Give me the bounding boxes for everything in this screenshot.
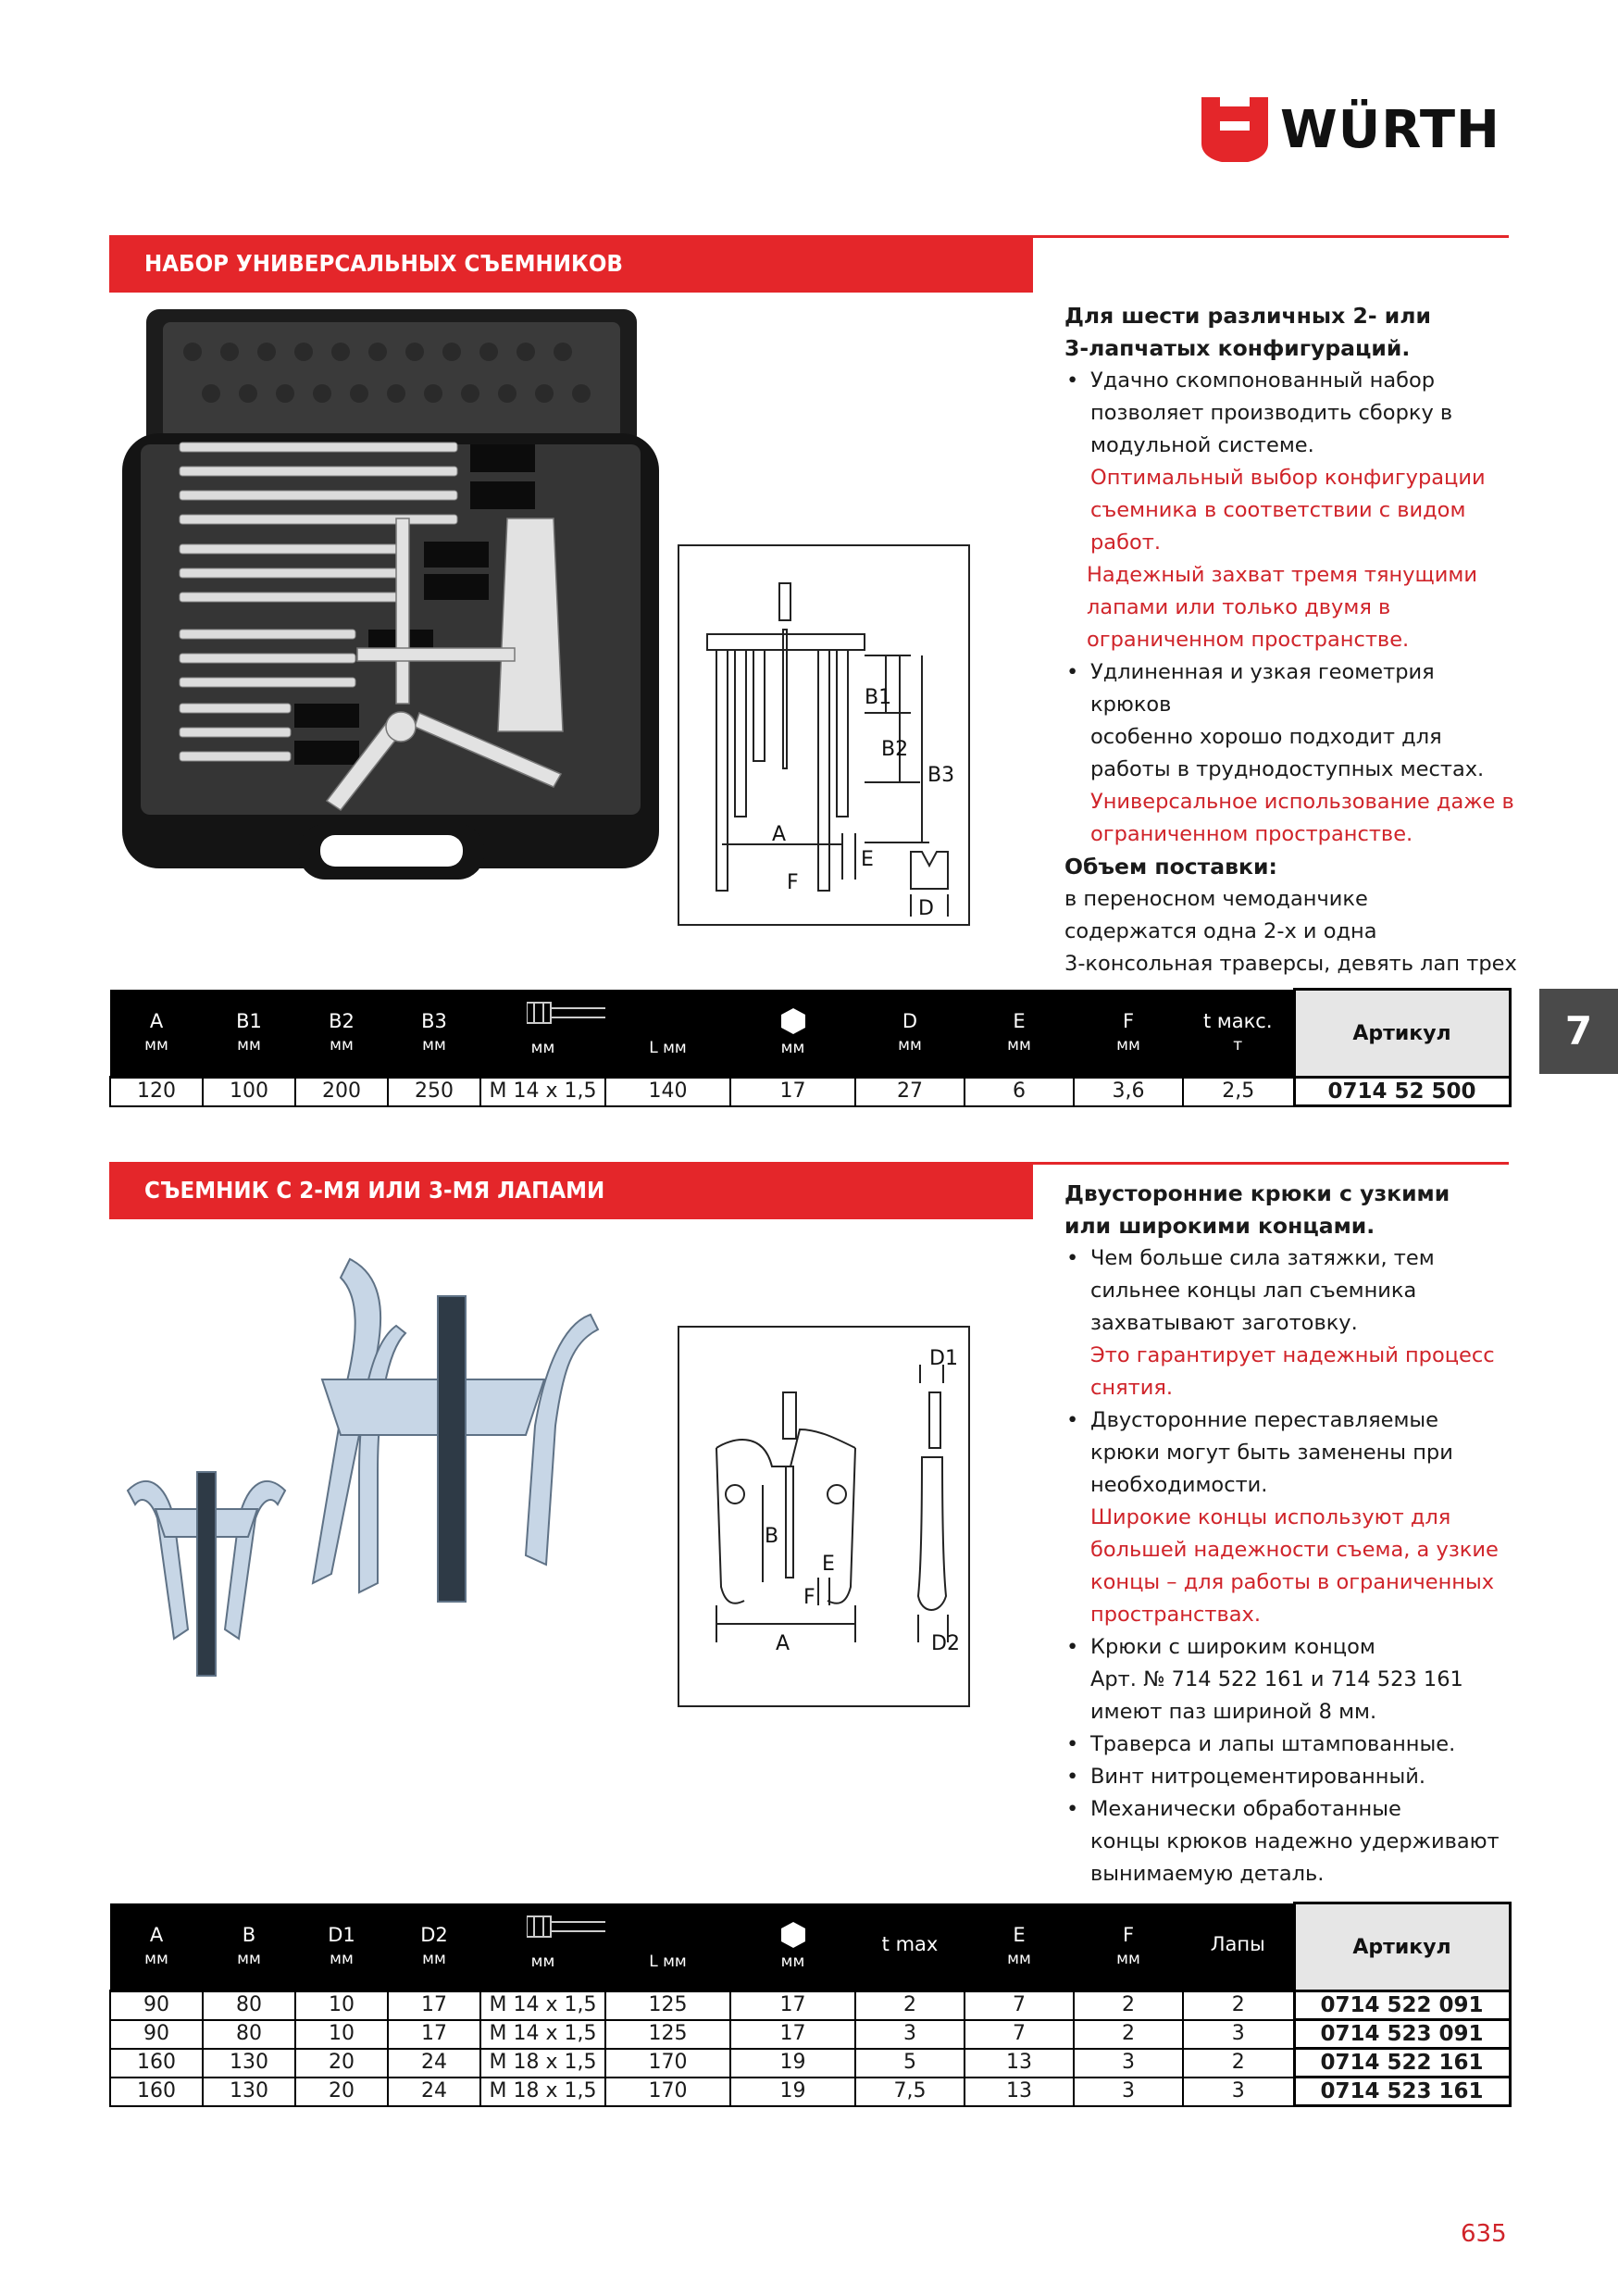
diagram-label-f: F [787, 871, 799, 894]
column-header-label: F [1122, 1924, 1135, 1947]
table-cell: 3 [1074, 2049, 1183, 2078]
wurth-logo [1201, 97, 1512, 164]
section2-description [1064, 1178, 1518, 1890]
column-header-unit: мм [330, 1950, 354, 1969]
column-header [110, 990, 203, 1078]
diagram-label-b2: B2 [881, 738, 909, 761]
table-cell: 80 [203, 1991, 295, 2020]
table-cell: 120 [110, 1078, 203, 1106]
diagram-label-d2: D2 [931, 1632, 960, 1655]
column-header-unit: мм [1116, 1036, 1140, 1055]
table-cell: 170 [605, 2049, 730, 2078]
table-cell: 3 [1074, 2078, 1183, 2106]
column-header [295, 990, 388, 1078]
column-header-label: E [1013, 1924, 1026, 1947]
table-cell: 3 [855, 2020, 965, 2049]
table-cell: 200 [295, 1078, 388, 1106]
column-header-unit: мм [237, 1036, 261, 1055]
table-cell: 10 [295, 2020, 388, 2049]
table-cell: 3,6 [1074, 1078, 1183, 1106]
chapter-tab: 7 [1539, 989, 1618, 1074]
column-header [480, 990, 605, 1078]
table-cell: 90 [110, 1991, 203, 2020]
table-cell: 100 [203, 1078, 295, 1106]
column-header-unit: мм [422, 1036, 446, 1055]
column-header [480, 1903, 605, 1991]
column-header-unit: L мм [649, 1039, 687, 1058]
table-cell: M 14 x 1,5 [480, 1991, 605, 2020]
section2-bullet-machined: • Механически обработанные концы крюков надежно удерживают вынимаемую деталь. [1066, 1797, 1500, 1886]
table-cell: 24 [388, 2078, 480, 2106]
section1-spec-table [109, 988, 1512, 1107]
table-cell: 7,5 [855, 2078, 965, 2106]
column-header-label: D1 [328, 1924, 355, 1947]
table-cell: 2 [855, 1991, 965, 2020]
column-header-unit: мм [422, 1950, 446, 1969]
table-cell: 3 [1183, 2078, 1294, 2106]
column-header [605, 1903, 730, 1991]
article-number: 0714 523 091 [1294, 2020, 1510, 2049]
table-cell: 90 [110, 2020, 203, 2049]
table-cell: 17 [730, 1991, 855, 2020]
article-column-header: Артикул [1294, 1903, 1510, 1991]
section2-bullet-hooks: • Двусторонние переставляемые крюки могут быть заменены при необходимости. Широкие концы используют для большей надежности съема, а узкие концы – для работы в ограниченных пространствах. [1066, 1408, 1499, 1627]
column-header-unit: т [1233, 1036, 1243, 1055]
column-header-label: B3 [421, 1010, 447, 1033]
section-header-universal-pullers [109, 235, 1509, 293]
column-header-label: A [149, 1010, 164, 1033]
column-header [730, 1903, 855, 1991]
diagram-label-b1: B1 [865, 686, 892, 709]
article-number: 0714 522 161 [1294, 2049, 1510, 2078]
diagram-label-a: A [776, 1632, 790, 1655]
section2-bullet-stamped: • Траверса и лапы штампованные. [1066, 1732, 1456, 1756]
diagram-label-e: E [861, 848, 874, 871]
table-cell: M 18 x 1,5 [480, 2049, 605, 2078]
table-cell: 19 [730, 2078, 855, 2106]
table-cell: 19 [730, 2049, 855, 2078]
section1-lead: Для шести различных 2- или 3-лапчатых конфигураций. [1064, 303, 1431, 361]
article-column-header: Артикул [1294, 990, 1510, 1078]
column-header-unit: мм [530, 1039, 555, 1058]
diagram-label-a: A [772, 823, 787, 846]
table-cell: 160 [110, 2078, 203, 2106]
wurth-logo-mark-icon [1201, 97, 1268, 164]
column-header-label: E [1013, 1010, 1026, 1033]
article-number: 0714 523 161 [1294, 2078, 1510, 2106]
section-divider-line [1033, 1162, 1509, 1165]
column-header-unit: мм [530, 1953, 555, 1972]
column-header-label: F [1122, 1010, 1135, 1033]
section-title: НАБОР УНИВЕРСАЛЬНЫХ СЪЕМНИКОВ [144, 250, 623, 277]
table-cell: 20 [295, 2078, 388, 2106]
column-header-unit: мм [898, 1036, 922, 1055]
table-cell: 24 [388, 2049, 480, 2078]
column-header [388, 990, 480, 1078]
column-header-label: D2 [420, 1924, 448, 1947]
diagram-label-d1: D1 [929, 1347, 958, 1370]
table-cell: 13 [965, 2049, 1074, 2078]
table-cell: M 14 x 1,5 [480, 1078, 605, 1106]
column-header [965, 990, 1074, 1078]
table-cell: 125 [605, 2020, 730, 2049]
table-row [110, 2049, 1510, 2078]
hex-nut-icon [779, 1921, 807, 1949]
puller-set-dimension-diagram [678, 544, 970, 926]
column-header-label: D [902, 1010, 918, 1033]
section1-description [1064, 300, 1518, 1013]
jaw-puller-photo [109, 1241, 665, 1703]
column-header [1074, 1903, 1183, 1991]
section2-bullet-screw: • Винт нитроцементированный. [1066, 1765, 1425, 1789]
column-header-unit: мм [330, 1036, 354, 1055]
puller-set-case-photo [118, 306, 692, 907]
table-cell: 13 [965, 2078, 1074, 2106]
column-header-label: B [242, 1924, 256, 1947]
column-header-unit: мм [1116, 1950, 1140, 1969]
diagram-label-f: F [803, 1586, 815, 1609]
table-cell: 125 [605, 1991, 730, 2020]
table-cell: 2 [1183, 2049, 1294, 2078]
table-cell: 170 [605, 2078, 730, 2106]
column-header-unit: мм [1007, 1036, 1031, 1055]
table-cell: 20 [295, 2049, 388, 2078]
section2-spec-table [109, 1902, 1512, 2107]
table-cell: M 18 x 1,5 [480, 2078, 605, 2106]
column-header [110, 1903, 203, 1991]
column-header-unit: мм [144, 1036, 168, 1055]
supply-title: Объем поставки: [1064, 854, 1277, 880]
article-number: 0714 52 500 [1294, 1078, 1510, 1106]
column-header-unit: мм [780, 1039, 805, 1058]
table-cell: M 14 x 1,5 [480, 2020, 605, 2049]
diagram-label-d: D [918, 897, 934, 920]
diagram-label-b: B [765, 1525, 779, 1548]
column-header [965, 1903, 1074, 1991]
table-cell: 2 [1183, 1991, 1294, 2020]
table-cell: 10 [295, 1991, 388, 2020]
diagram-label-e: E [822, 1553, 835, 1576]
table-row [110, 2078, 1510, 2106]
table-cell: 17 [730, 1078, 855, 1106]
column-header [388, 1903, 480, 1991]
brand-name: WÜRTH [1280, 100, 1500, 160]
column-header [855, 990, 965, 1078]
column-header [295, 1903, 388, 1991]
column-header-label: A [149, 1924, 164, 1947]
column-header [203, 990, 295, 1078]
table-row [110, 2020, 1510, 2049]
column-header [203, 1903, 295, 1991]
table-cell: 2,5 [1183, 1078, 1294, 1106]
section1-bullet-modular: • Удачно скомпонованный набор позволяет производить сборку в модульной системе. Оптимальный выбор конфигурации съемника в соответствии с видом работ. Надежный захват тремя тянущими лапами или только двумя в ограниченном пространстве. [1066, 368, 1486, 652]
column-header [730, 990, 855, 1078]
article-number: 0714 522 091 [1294, 1991, 1510, 2020]
column-header [1183, 1903, 1294, 1991]
column-header-unit: мм [237, 1950, 261, 1969]
section-divider-line [1033, 235, 1509, 238]
column-header-label: B2 [329, 1010, 355, 1033]
table-cell: 3 [1183, 2020, 1294, 2049]
section2-bullet-wide-hooks: • Крюки с широким концом Арт. № 714 522 161 и 714 523 161 имеют паз шириной 8 мм. [1066, 1635, 1463, 1724]
column-header-label [605, 1007, 730, 1035]
column-header-unit: мм [780, 1953, 805, 1972]
jaw-puller-dimension-diagram [678, 1326, 970, 1707]
section-title: СЪЕМНИК С 2-МЯ ИЛИ 3-МЯ ЛАПАМИ [144, 1177, 605, 1204]
table-cell: 17 [730, 2020, 855, 2049]
table-cell: 17 [388, 1991, 480, 2020]
table-cell: 160 [110, 2049, 203, 2078]
table-cell: 5 [855, 2049, 965, 2078]
table-cell: 7 [965, 2020, 1074, 2049]
section2-bullet-force: • Чем больше сила затяжки, тем сильнее концы лап съемника захватывают заготовку. Это гарантирует надежный процесс снятия. [1066, 1246, 1495, 1400]
section2-lead: Двусторонние крюки с узкими или широкими концами. [1064, 1180, 1450, 1239]
column-header [855, 1903, 965, 1991]
column-header-unit: мм [1007, 1950, 1031, 1969]
section1-bullet-geometry: • Удлиненная и узкая геометрия крюков особенно хорошо подходит для работы в труднодоступных местах. Универсальное использование даже в ограниченном пространстве. [1066, 660, 1514, 846]
column-header-label: Лапы [1210, 1933, 1265, 1956]
column-header [605, 990, 730, 1078]
table-cell: 17 [388, 2020, 480, 2049]
column-header-unit: L мм [649, 1953, 687, 1972]
table-cell: 130 [203, 2049, 295, 2078]
hex-nut-icon [779, 1007, 807, 1035]
table-cell: 2 [1074, 2020, 1183, 2049]
table-cell: 250 [388, 1078, 480, 1106]
table-cell: 2 [1074, 1991, 1183, 2020]
supply-text: в переносном чемоданчике содержатся одна 2-х и одна 3-консольная траверсы, девять лап трех [1064, 887, 1517, 976]
table-row [110, 1078, 1510, 1106]
diagram-label-b3: B3 [927, 764, 955, 787]
table-cell: 80 [203, 2020, 295, 2049]
column-header-unit: мм [144, 1950, 168, 1969]
table-cell: 7 [965, 1991, 1074, 2020]
table-cell: 130 [203, 2078, 295, 2106]
column-header-label: B1 [236, 1010, 262, 1033]
column-header-label [605, 1921, 730, 1949]
column-header [1183, 990, 1294, 1078]
column-header-label: t макс. [1202, 1010, 1273, 1033]
column-header [1074, 990, 1183, 1078]
page-number: 635 [1461, 2220, 1507, 2248]
table-cell: 27 [855, 1078, 965, 1106]
table-row [110, 1991, 1510, 2020]
table-cell: 6 [965, 1078, 1074, 1106]
table-cell: 140 [605, 1078, 730, 1106]
column-header-label: t max [881, 1933, 939, 1956]
